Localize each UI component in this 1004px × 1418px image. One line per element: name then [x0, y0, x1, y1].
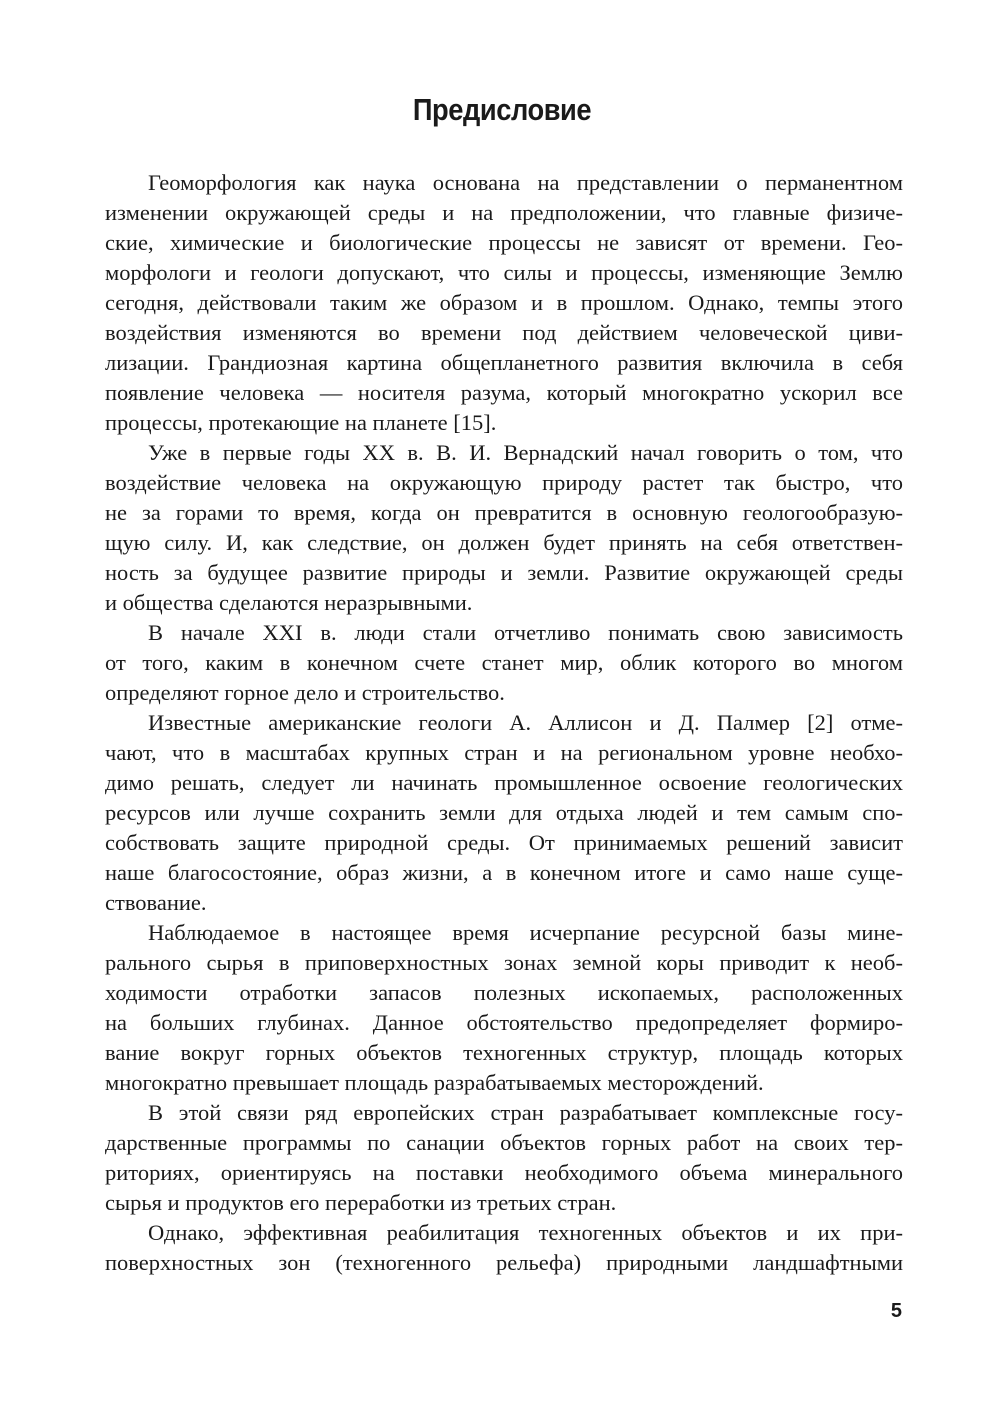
- paragraph-6: [105, 1098, 903, 1218]
- paragraph-2: [105, 438, 903, 618]
- text-line: рального сырья в приповерхностных зонах земной коры приводит к необ-: [105, 950, 903, 975]
- text-line: В этой связи ряд европейских стран разрабатывает комплексные госу-: [148, 1100, 903, 1125]
- text-line: вание вокруг горных объектов техногенных структур, площадь которых: [105, 1040, 903, 1065]
- page-title: Предисловие: [412, 92, 592, 127]
- paragraph-7: [105, 1218, 903, 1278]
- paragraph-5: [105, 918, 903, 1098]
- text-line: В начале XXI в. люди стали отчетливо понимать свою зависимость: [148, 620, 903, 645]
- text-line: процессы, протекающие на планете [15].: [105, 410, 497, 435]
- text-line: сырья и продуктов его переработки из третьих стран.: [105, 1190, 617, 1215]
- body-text: [105, 168, 903, 1278]
- text-line: собствовать защите природной среды. От принимаемых решений зависит: [105, 830, 903, 855]
- paragraph-4: [105, 708, 903, 918]
- paragraph-1: [105, 168, 903, 438]
- text-line: воздействие человека на окружающую природу растет так быстро, что: [105, 470, 903, 495]
- text-line: ские, химические и биологические процессы не зависят от времени. Гео-: [105, 230, 903, 255]
- text-line: чают, что в масштабах крупных стран и на региональном уровне необхо-: [105, 740, 903, 765]
- text-line: Уже в первые годы XX в. В. И. Вернадский начал говорить о том, что: [148, 440, 903, 465]
- paragraph-3: [105, 618, 903, 708]
- text-line: риториях, ориентируясь на поставки необходимого объема минерального: [105, 1160, 903, 1185]
- text-line: морфологи и геологи допускают, что силы и процессы, изменяющие Землю: [105, 260, 903, 285]
- text-line: поверхностных зон (техногенного рельефа) природными ландшафтными: [105, 1250, 903, 1275]
- text-line: от того, каким в конечном счете станет мир, облик которого во многом: [105, 650, 903, 675]
- text-line: лизации. Грандиозная картина общепланетного развития включила в себя: [105, 350, 903, 375]
- text-line: на больших глубинах. Данное обстоятельство предопределяет формиро-: [105, 1010, 903, 1035]
- text-line: димо решать, следует ли начинать промышленное освоение геологических: [105, 770, 903, 795]
- text-line: ресурсов или лучше сохранить земли для отдыха людей и тем самым спо-: [105, 800, 903, 825]
- text-line: определяют горное дело и строительство.: [105, 680, 505, 705]
- text-line: Известные американские геологи А. Аллисон и Д. Палмер [2] отме-: [148, 710, 903, 735]
- text-line: Наблюдаемое в настоящее время исчерпание ресурсной базы мине-: [148, 920, 903, 945]
- text-line: ходимости отработки запасов полезных ископаемых, расположенных: [105, 980, 903, 1005]
- text-line: ность за будущее развитие природы и земли. Развитие окружающей среды: [105, 560, 903, 585]
- text-line: сегодня, действовали таким же образом и в прошлом. Однако, темпы этого: [105, 290, 903, 315]
- text-line: изменении окружающей среды и на предположении, что главные физиче-: [105, 200, 903, 225]
- text-line: и общества сделаются неразрывными.: [105, 590, 473, 615]
- page-number: 5: [890, 1300, 902, 1322]
- text-line: щую силу. И, как следствие, он должен будет принять на себя ответствен-: [105, 530, 903, 555]
- text-line: Геоморфология как наука основана на представлении о перманентном: [148, 170, 903, 195]
- text-line: наше благосостояние, образ жизни, а в конечном итоге и само наше суще-: [105, 860, 903, 885]
- text-line: ствование.: [105, 890, 207, 915]
- text-line: Однако, эффективная реабилитация техногенных объектов и их при-: [148, 1220, 903, 1245]
- text-line: не за горами то время, когда он превратится в основную геологообразую-: [105, 500, 903, 525]
- text-line: воздействия изменяются во времени под действием человеческой циви-: [105, 320, 903, 345]
- text-line: дарственные программы по санации объектов горных работ на своих тер-: [105, 1130, 903, 1155]
- text-line: многократно превышает площадь разрабатываемых месторождений.: [105, 1070, 764, 1095]
- text-line: появление человека — носителя разума, который многократно ускорил все: [105, 380, 903, 405]
